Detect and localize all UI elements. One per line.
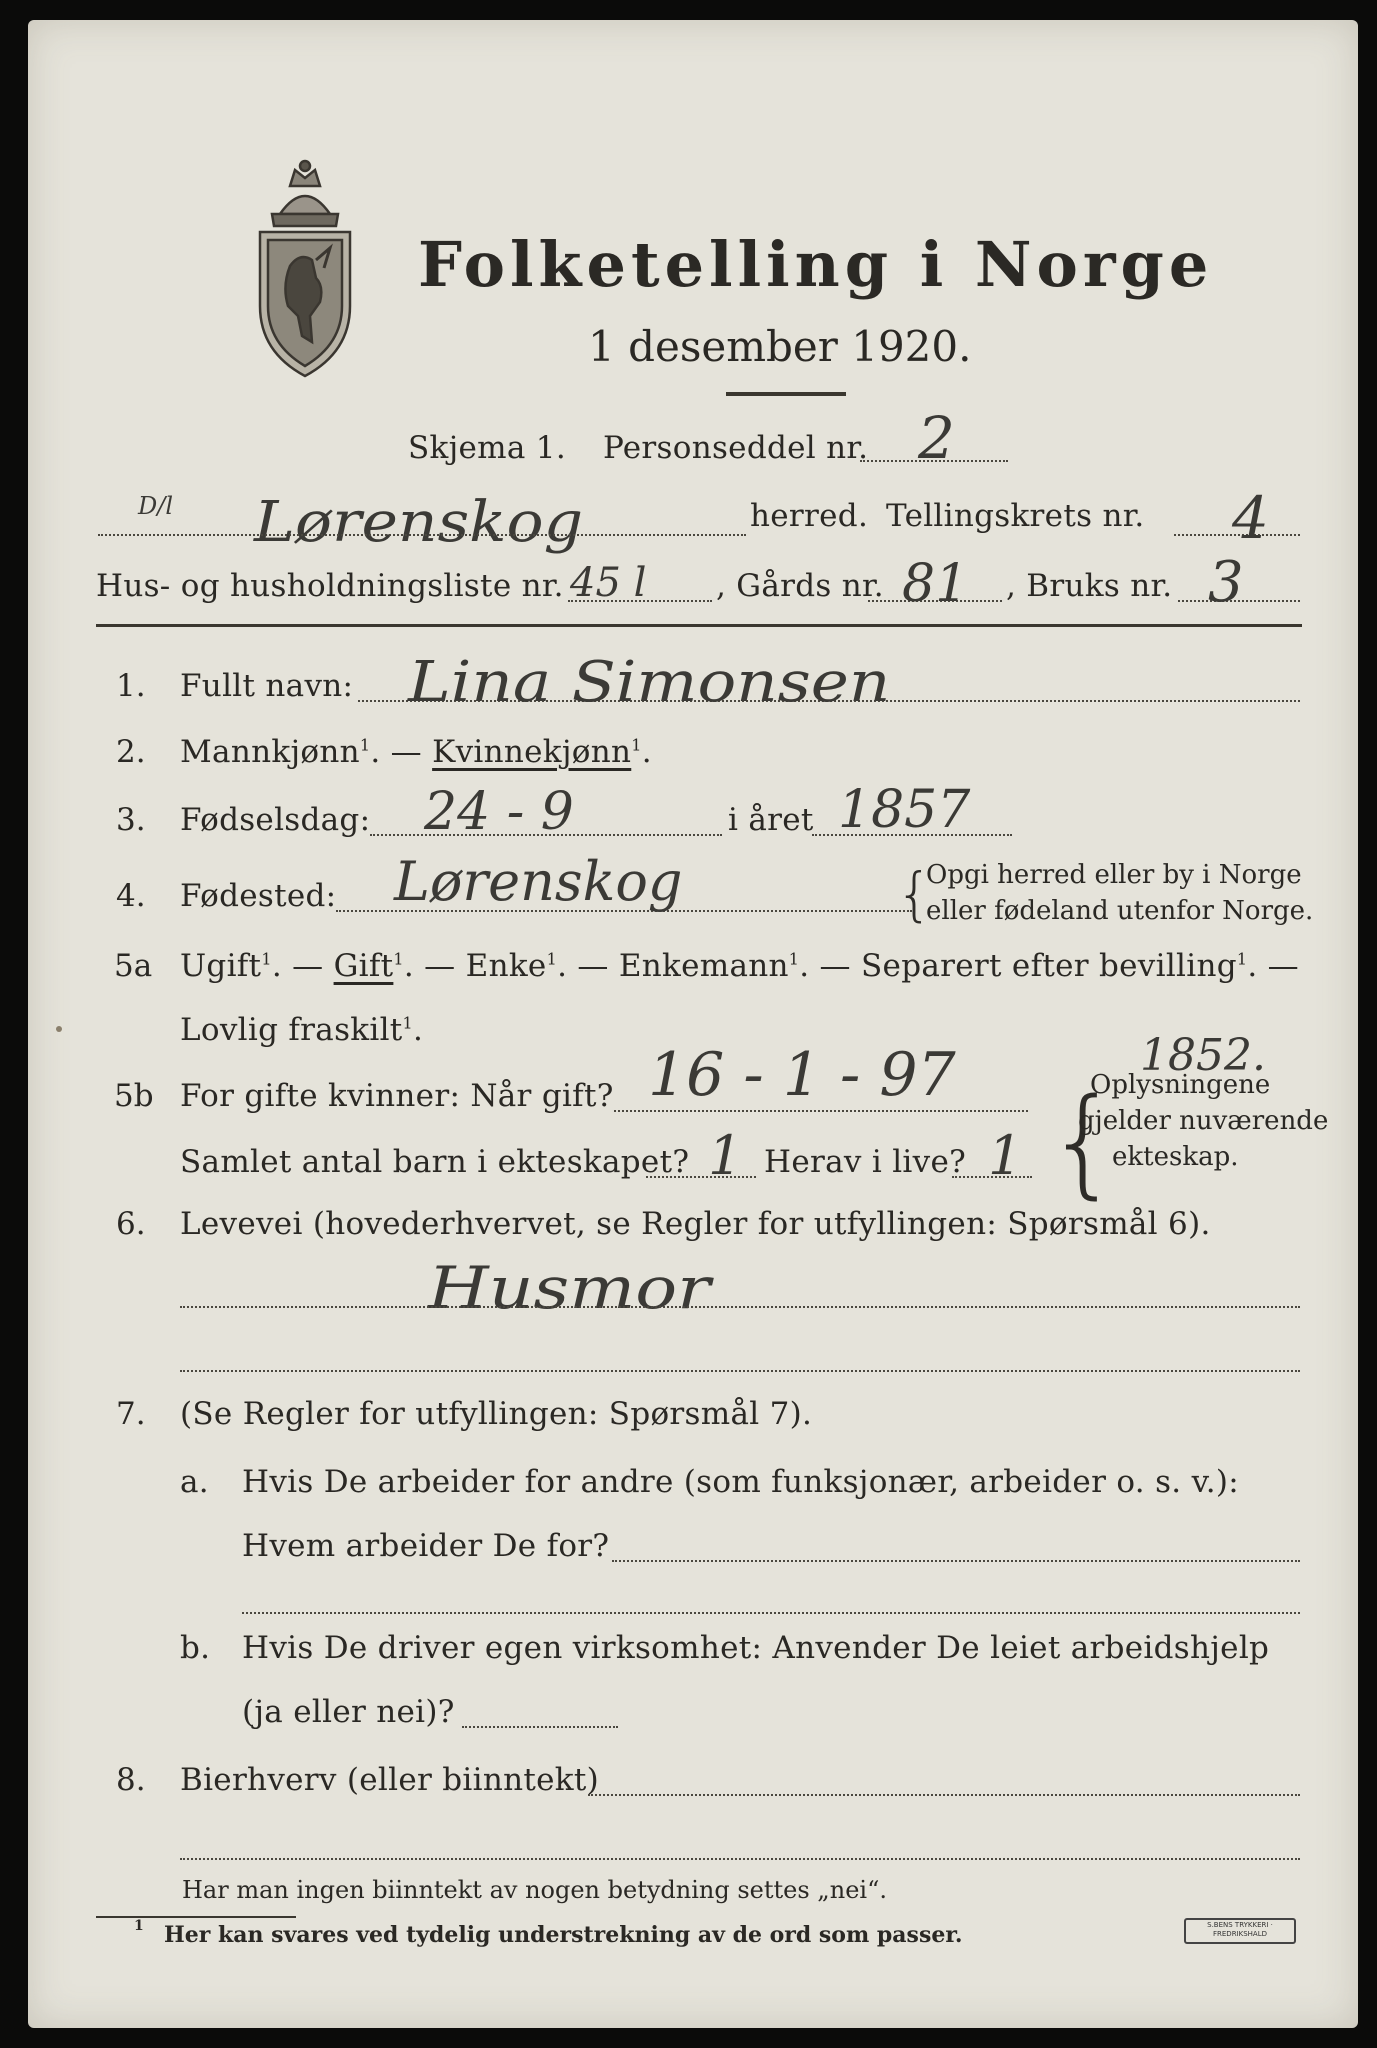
female-underlined: Kvinnekjønn <box>432 734 632 770</box>
birth-year-value: 1857 <box>838 780 971 840</box>
q8-label: Bierhverv (eller biinntekt) <box>180 1762 600 1798</box>
herred-value: Lørenskog <box>254 490 584 555</box>
q7b-text: Hvis De driver egen virksomhet: Anvender De leiet arbeidshjelp <box>242 1630 1270 1666</box>
gift-underlined: Gift <box>333 948 394 984</box>
tellingskrets-value: 4 <box>1232 484 1269 552</box>
q1-number: 1. <box>116 668 146 704</box>
gards-value: 81 <box>902 554 969 614</box>
q7a-text2: Hvem arbeider De for? <box>242 1528 610 1564</box>
margin-note-year: 1852. <box>1140 1030 1266 1081</box>
skjema-label: Skjema 1. <box>408 430 566 466</box>
q7-number: 7. <box>116 1396 146 1432</box>
q5b-note-line1: Oplysningene <box>1090 1070 1271 1100</box>
personseddel-value: 2 <box>918 404 955 472</box>
q5b-label: For gifte kvinner: Når gift? <box>180 1078 614 1114</box>
biinntekt-note: Har man ingen biinntekt av nogen betydning settes „nei“. <box>182 1876 887 1904</box>
q5b-number: 5b <box>114 1078 154 1114</box>
herred-label: herred. <box>750 498 869 534</box>
q6-label: Levevei (hovederhvervet, se Regler for utfyllingen: Spørsmål 6). <box>180 1206 1211 1242</box>
q4-label: Fødested: <box>180 878 337 914</box>
birth-date-value: 24 - 9 <box>424 782 574 842</box>
marriage-date-value: 16 - 1 - 97 <box>648 1040 956 1110</box>
q4-note-line2: eller fødeland utenfor Norge. <box>926 896 1314 926</box>
q5a-marital-status: Ugift$^1$. — Gift$^1$. — Enke$^1$. — Enkemann$^1$. — Separert efter bevilling$^1$. — <box>180 948 1299 984</box>
title-divider <box>726 392 846 396</box>
paper-spot <box>56 1026 62 1032</box>
tellingskrets-label: Tellingskrets nr. <box>886 498 1145 534</box>
norwegian-coat-of-arms-icon <box>250 156 360 382</box>
q7b-letter: b. <box>180 1630 211 1666</box>
q2-sex: Mannkjønn$^1$. — Kvinnekjønn$^1$. <box>180 734 652 770</box>
personseddel-label: Personseddel nr. <box>603 430 869 466</box>
occupation-value: Husmor <box>428 1254 711 1322</box>
alive-value: 1 <box>988 1124 1023 1187</box>
q2-number: 2. <box>116 734 146 770</box>
q4-number: 4. <box>116 878 146 914</box>
q5a-number: 5a <box>114 948 153 984</box>
husliste-value: 45 l <box>570 560 647 606</box>
children-value: 1 <box>708 1124 743 1187</box>
full-name-value: Lina Simonsen <box>408 650 891 715</box>
q5a-line2: Lovlig fraskilt$^1$. <box>180 1012 424 1048</box>
alive-label: Herav i live? <box>764 1144 967 1180</box>
year-label: i året <box>728 802 814 838</box>
children-label: Samlet antal barn i ekteskapet? <box>180 1144 690 1180</box>
q7b-text2: (ja eller nei)? <box>242 1694 455 1730</box>
q7-label: (Se Regler for utfyllingen: Spørsmål 7). <box>180 1396 813 1432</box>
census-date: 1 desember 1920. <box>588 322 972 371</box>
q8-number: 8. <box>116 1762 146 1798</box>
census-form-sheet: Folketelling i Norge 1 desember 1920. Skjema 1. Personseddel nr. 2 D/l Lørenskog herred. Tellingskrets nr. 4 Hus- og husholdningsliste nr. 45 l , Gårds nr. 81 , Bruks nr. 3 1. Fullt navn: Lina Simonsen 2. Mannkjønn$^1$. — Kvinnekjønn$^1$. 3. Fødselsdag: 24 - 9 i året 1857 4. Fødested: Lørenskog { Opgi herred eller by i Norge eller fødeland utenfor Norge. 5a Ugift$^1$. — Gift$^1$. — Enke$^1$. — Enkemann$^1$. — Separert efter bevilling$^1$. — Lovlig fraskilt$^1$. 1852. 5b For gifte kvinner: Når gift? 16 - 1 - 97 Samlet antal barn i ekteskapet? 1 Herav i live? 1 { Oplysningene gjelder nuværende ekteskap. 6. Levevei (hovederhvervet, se Regler for utfyllingen: Spørsmål 6). Husmor 7. (Se Regler for utfyllingen: Spørsmål 7). a. Hvis De arbeider for andre (som funksjonær, arbeider o. s. v.): Hvem arbeider De for? b. Hvis De driver egen virksomhet: Anvender De leiet arbeidshjelp (ja eller nei)? 8. Bierhverv (eller biinntekt) Har man ingen biinntekt av nogen betydning settes „nei“. 1 Her kan svares ved tydelig understrekning av de ord som passer. S.BENS TRYKKERI · FREDRIKSHALD <box>28 20 1358 2028</box>
q4-note-line1: Opgi herred eller by i Norge <box>926 860 1302 890</box>
bruks-value: 3 <box>1208 550 1244 615</box>
birthplace-value: Lørenskog <box>394 850 683 913</box>
q3-number: 3. <box>116 802 146 838</box>
q5b-note-line2: gjelder nuværende <box>1078 1106 1329 1136</box>
printer-stamp: S.BENS TRYKKERI · FREDRIKSHALD <box>1184 1918 1296 1944</box>
q7a-text: Hvis De arbeider for andre (som funksjonær, arbeider o. s. v.): <box>242 1464 1240 1500</box>
header-divider <box>96 624 1302 627</box>
herred-note: D/l <box>138 492 174 520</box>
gards-label: , Gårds nr. <box>716 568 884 604</box>
bruks-label: , Bruks nr. <box>1006 568 1173 604</box>
q6-number: 6. <box>116 1206 146 1242</box>
footnote-mark: 1 <box>134 1918 144 1934</box>
footnote-text: Her kan svares ved tydelig understrekning av de ord som passer. <box>164 1922 963 1948</box>
q1-label: Fullt navn: <box>180 668 354 704</box>
q5b-note-line3: ekteskap. <box>1112 1142 1239 1172</box>
husliste-label: Hus- og husholdningsliste nr. <box>96 568 564 604</box>
form-title: Folketelling i Norge <box>418 228 1214 301</box>
q3-label: Fødselsdag: <box>180 802 371 838</box>
footnote-rule <box>96 1916 296 1918</box>
q7a-letter: a. <box>180 1464 209 1500</box>
